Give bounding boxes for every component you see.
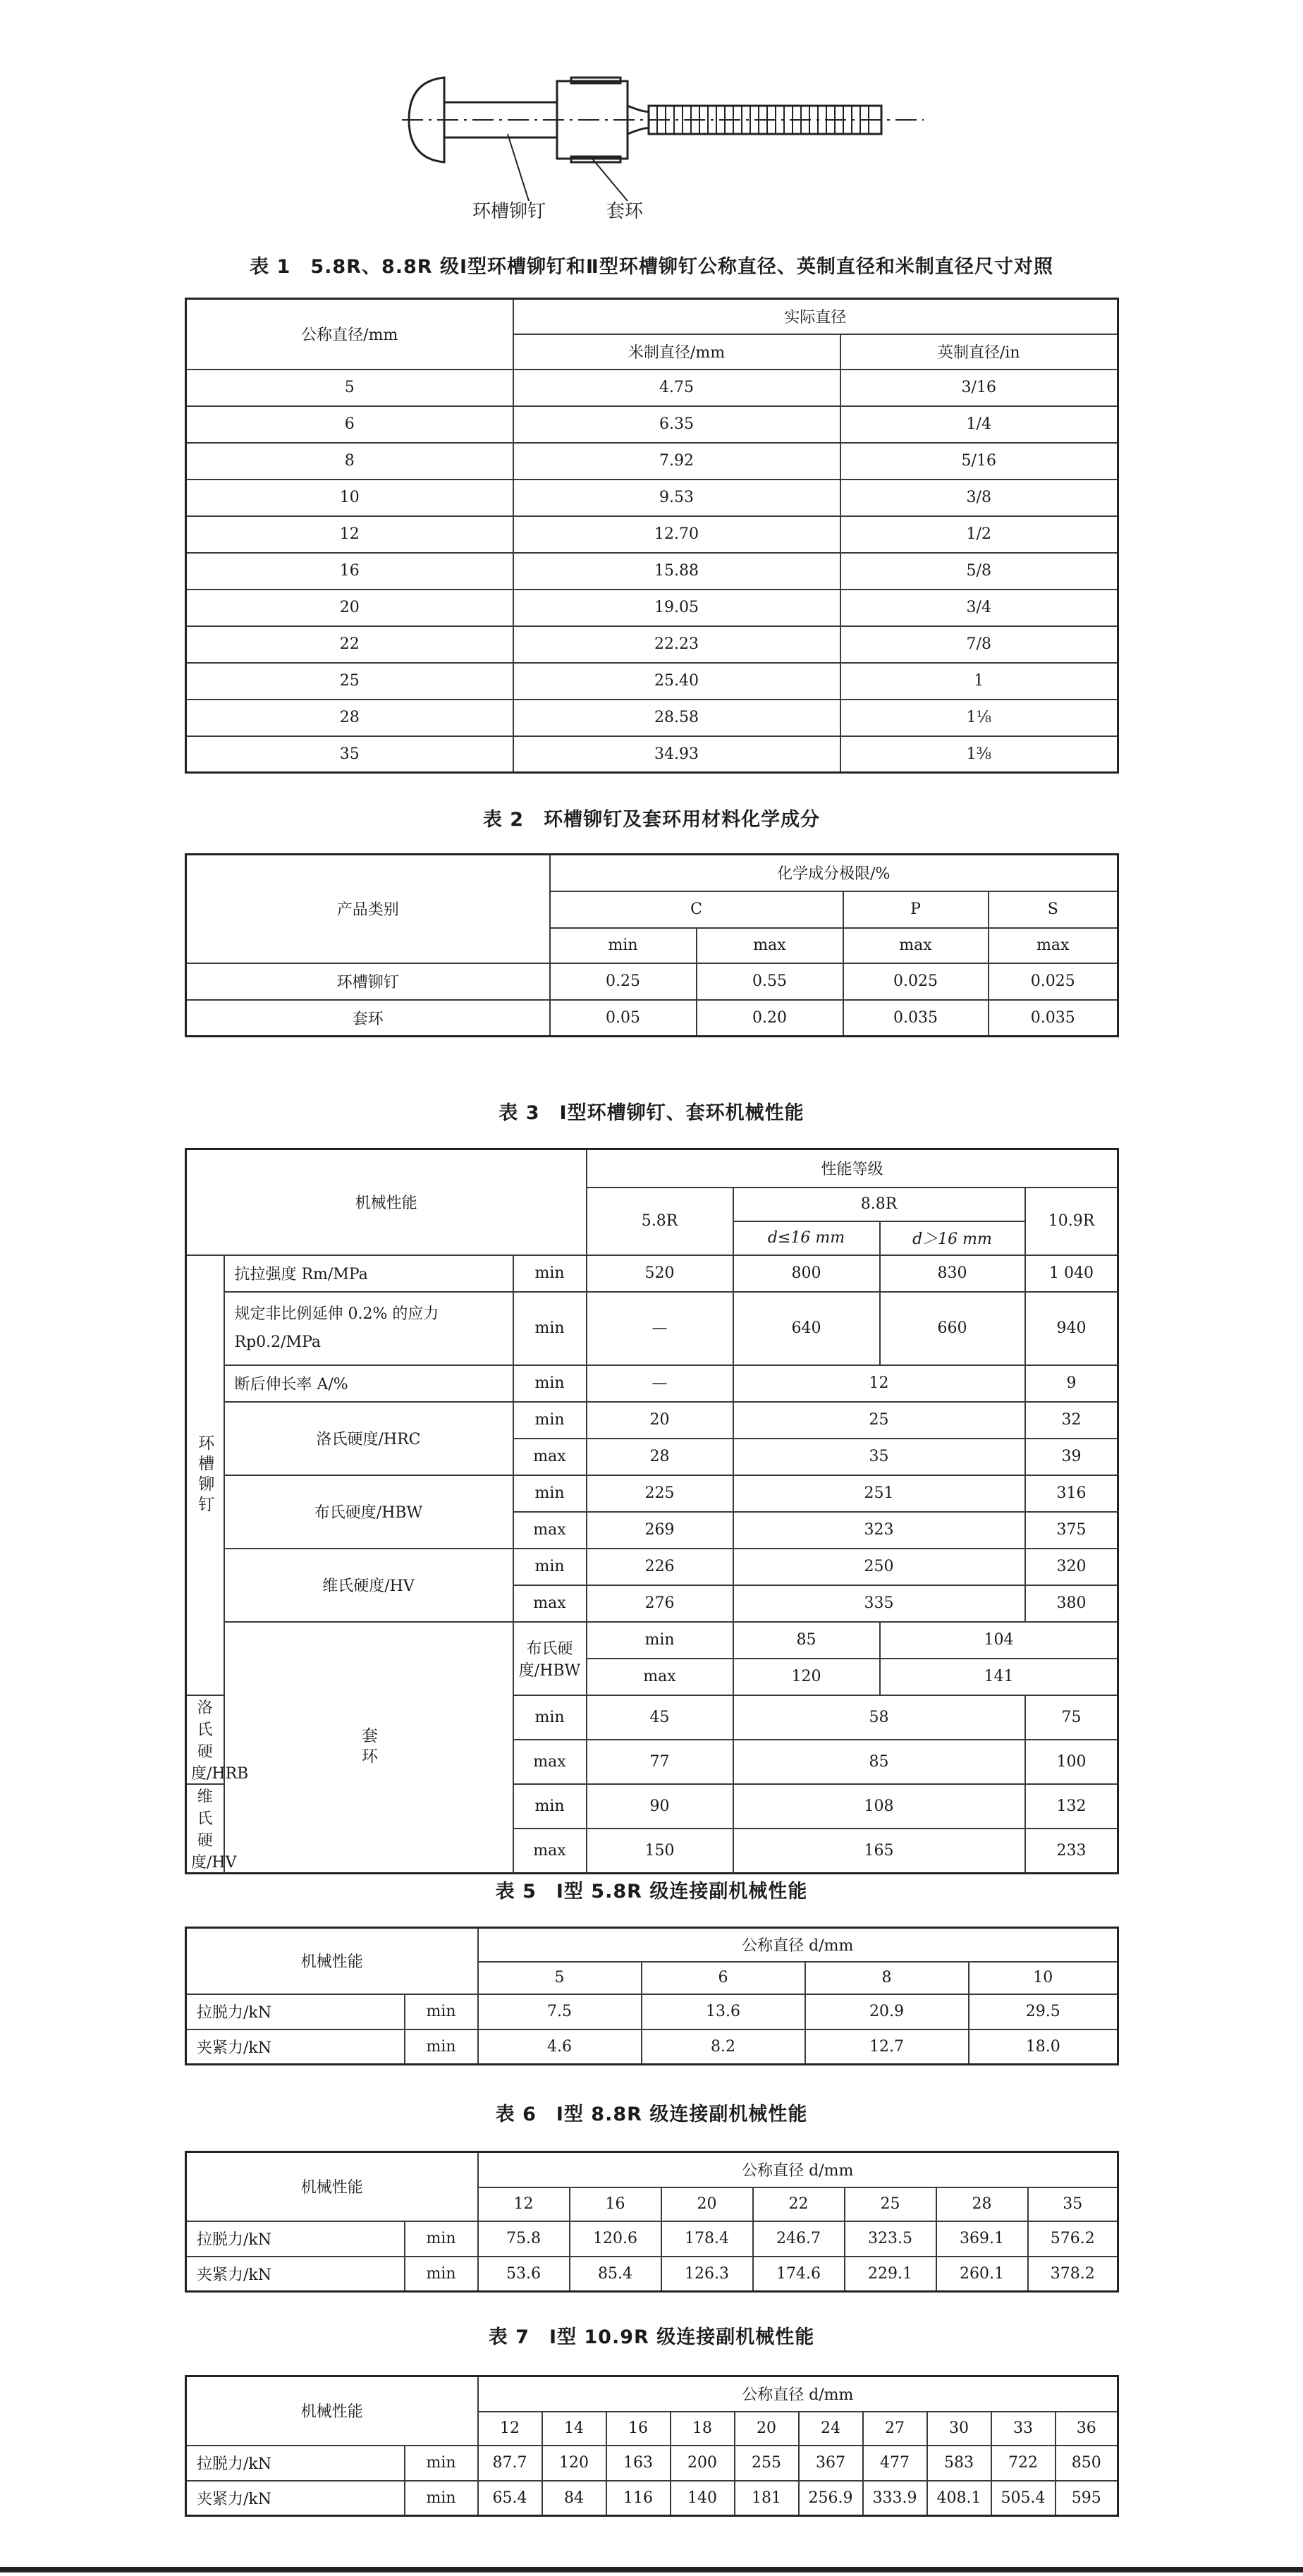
table-row: 洛氏硬度/HRC min 20 25 32	[186, 1402, 1118, 1439]
t1-header-nominal: 公称直径/mm	[186, 299, 513, 370]
t2-header-max: max	[697, 928, 843, 963]
table5: 机械性能 公称直径 d/mm 5 6 8 10 拉脱力/kN min 7.5 13.6 20.9 29.5 夹紧力/kN min 4.6 8.2 12.7 18.0	[185, 1927, 1119, 2065]
table-row: 断后伸长率 A/% min — 12 9	[186, 1365, 1118, 1402]
table7: 机械性能 公称直径 d/mm 12 14 16 18 20 24 27 30 33 36 拉脱力/kN min 87.7 120 163 200 255 367 477 583 722 850 夹紧力/kN min 65.4 84 116 140 181 256.9 333.9 408.1 505.4 595	[185, 2375, 1119, 2517]
rivet-collar-figure	[395, 28, 931, 240]
t2-header-p: P	[843, 891, 989, 928]
t2-header-product: 产品类别	[186, 855, 550, 963]
t2-header-min: min	[550, 928, 697, 963]
table6: 机械性能 公称直径 d/mm 12 16 20 22 25 28 35 拉脱力/kN min 75.8 120.6 178.4 246.7 323.5 369.1 576.2 夹紧力/kN min 53.6 85.4 126.3 174.6 229.1 260.1 378.2	[185, 2151, 1119, 2293]
table-row: 35 34.93 1⅜	[186, 736, 1118, 773]
table-row: 6 6.35 1/4	[186, 406, 1118, 443]
table2-caption: 表 2 环槽铆钉及套环用材料化学成分	[482, 809, 821, 831]
table-row: max 120 141	[186, 1659, 1118, 1695]
table-row: max 150 165 233	[186, 1829, 1118, 1873]
table-row: 夹紧力/kN min 4.6 8.2 12.7 18.0	[186, 2029, 1118, 2065]
table-row: 夹紧力/kN min 65.4 84 116 140 181 256.9 333.9 408.1 505.4 595	[186, 2481, 1118, 2516]
t2-header-chem: 化学成分极限/%	[550, 855, 1118, 891]
t2-header-max: max	[989, 928, 1118, 963]
table5-caption: 表 5 Ⅰ型 5.8R 级连接副机械性能	[495, 1881, 808, 1903]
table-row: max 28 35 39	[186, 1439, 1118, 1475]
table-row: 布氏硬度/HBW min 225 251 316	[186, 1475, 1118, 1512]
table-row: 8 7.92 5/16	[186, 443, 1118, 480]
t1-header-imperial: 英制直径/in	[840, 334, 1118, 370]
t2-header-max: max	[843, 928, 989, 963]
table-row: 22 22.23 7/8	[186, 626, 1118, 663]
table-row: max 77 85 100	[186, 1740, 1118, 1784]
table6-caption: 表 6 Ⅰ型 8.8R 级连接副机械性能	[495, 2104, 808, 2125]
table-row: 维氏硬度/HV min 226 250 320	[186, 1549, 1118, 1585]
table-row: 10 9.53 3/8	[186, 480, 1118, 516]
t3-header-grade: 性能等级	[587, 1149, 1118, 1188]
t3-header-58r: 5.8R	[587, 1188, 733, 1255]
t3-header-mech: 机械性能	[186, 1149, 587, 1255]
t3-header-88r-small: d≤16 mm	[733, 1221, 880, 1255]
table-row: 25 25.40 1	[186, 663, 1118, 700]
table-row: 环槽铆钉 0.25 0.55 0.025 0.025	[186, 963, 1118, 1000]
table-row: 洛氏硬度/HRB min 45 58 75	[186, 1695, 1118, 1740]
table-row: 环槽铆钉 抗拉强度 Rm/MPa min 520 800 830 1 040	[186, 1255, 1118, 1292]
table-row: 夹紧力/kN min 53.6 85.4 126.3 174.6 229.1 260.1 378.2	[186, 2257, 1118, 2292]
table-row: 维氏硬度/HV min 90 108 132	[186, 1784, 1118, 1829]
table-row: 拉脱力/kN min 87.7 120 163 200 255 367 477 583 722 850	[186, 2446, 1118, 2481]
table2	[185, 853, 1119, 1037]
figure-label-rivet: 环槽铆钉	[472, 201, 546, 222]
table7-caption: 表 7 Ⅰ型 10.9R 级连接副机械性能	[488, 2326, 815, 2348]
table3	[185, 1148, 1119, 1874]
t3-header-88r-large: d＞16 mm	[880, 1221, 1025, 1255]
t1-header-metric: 米制直径/mm	[513, 334, 840, 370]
table-row: max 276 335 380	[186, 1585, 1118, 1622]
t3-header-109r: 10.9R	[1025, 1188, 1118, 1255]
t7-header-mech: 机械性能	[186, 2376, 478, 2446]
table-row: 16 15.88 5/8	[186, 553, 1118, 590]
t7-header-dia: 公称直径 d/mm	[478, 2376, 1118, 2412]
table-row: 28 28.58 1⅛	[186, 700, 1118, 736]
t3-group-rivet: 环槽铆钉	[186, 1255, 224, 1695]
table3-caption: 表 3 Ⅰ型环槽铆钉、套环机械性能	[498, 1102, 805, 1124]
t2-header-s: S	[989, 891, 1118, 928]
t5-header-dia: 公称直径 d/mm	[478, 1928, 1118, 1962]
table1-caption: 表 1 5.8R、8.8R 级Ⅰ型环槽铆钉和Ⅱ型环槽铆钉公称直径、英制直径和米制直径尺寸对照	[250, 256, 1053, 278]
table-row: 拉脱力/kN min 75.8 120.6 178.4 246.7 323.5 369.1 576.2	[186, 2221, 1118, 2257]
table1	[185, 298, 1119, 774]
table-row: 5 4.75 3/16	[186, 370, 1118, 406]
t3-group-collar: 套环	[224, 1622, 513, 1874]
page-bottom-rule	[0, 2567, 1303, 2572]
t6-header-dia: 公称直径 d/mm	[478, 2152, 1118, 2187]
table-row: 拉脱力/kN min 7.5 13.6 20.9 29.5	[186, 1994, 1118, 2029]
t2-header-c: C	[550, 891, 843, 928]
table-row: max 269 323 375	[186, 1512, 1118, 1549]
t3-header-88r: 8.8R	[733, 1188, 1025, 1221]
table-row: 套环 0.05 0.20 0.035 0.035	[186, 1000, 1118, 1037]
t5-header-mech: 机械性能	[186, 1928, 478, 1994]
table-row: 12 12.70 1/2	[186, 516, 1118, 553]
table-row: 套环 布氏硬度/HBW min 85 104	[186, 1622, 1118, 1659]
t1-header-actual: 实际直径	[513, 299, 1118, 334]
table-row: 规定非比例延伸 0.2% 的应力 Rp0.2/MPa min — 640 660 940	[186, 1292, 1118, 1365]
figure-label-collar: 套环	[606, 201, 644, 222]
table-row: 20 19.05 3/4	[186, 590, 1118, 626]
t6-header-mech: 机械性能	[186, 2152, 478, 2221]
